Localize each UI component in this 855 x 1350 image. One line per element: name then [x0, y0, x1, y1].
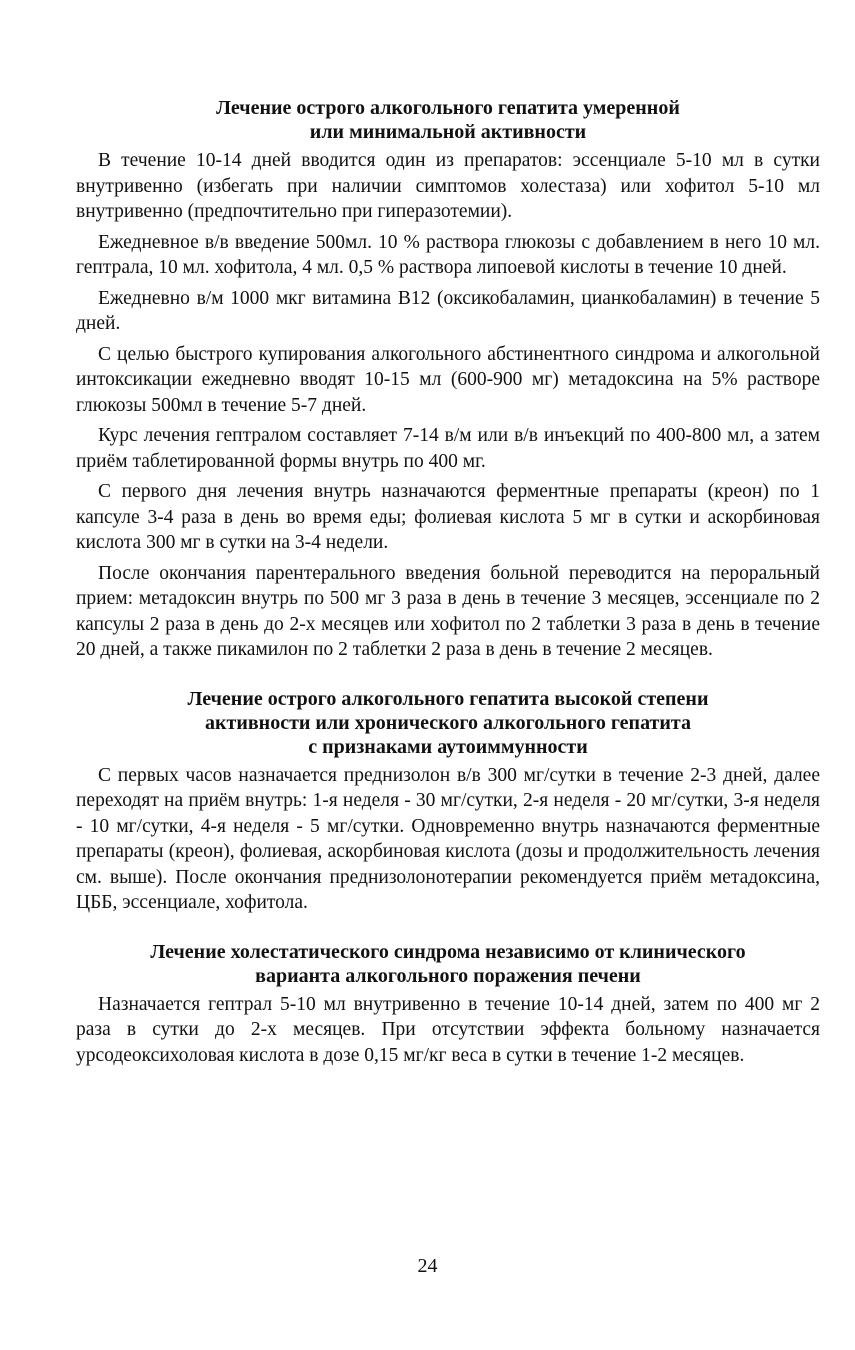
page-content [76, 96, 820, 1092]
heading-line: Лечение острого алкогольного гепатита умеренной [216, 97, 680, 119]
section-moderate-hepatitis [76, 96, 820, 663]
paragraph: С первых часов назначается преднизолон в/в 300 мг/сутки в течение 2-3 дней, далее переходят на приём внутрь: 1-я неделя - 30 мг/сутки, 2-я неделя - 20 мг/сутки, 3-я неделя - 10 мг/сутки, 4-я неделя - 5 мг/сутки. Одновременно внутрь назначаются ферментные препараты (креон), фолиевая, аскорбиновая кислота (дозы и продолжительность лечения см. выше). После окончания преднизолонотерапии рекомендуется приём метадоксина, ЦББ, эссенциале, хофитола. [76, 764, 820, 913]
paragraph: Ежедневное в/в введение 500мл. 10 % раствора глюкозы с добавлением в него 10 мл. гептрала, 10 мл. хофитола, 4 мл. 0,5 % раствора липоевой кислоты в течение 10 дней. [76, 231, 820, 278]
section-heading [76, 96, 820, 144]
heading-line: Лечение холестатического синдрома независимо от клинического [150, 940, 746, 963]
section-heading [76, 940, 820, 988]
paragraph: Назначается гептрал 5-10 мл внутривенно в течение 10-14 дней, затем по 400 мг 2 раза в сутки до 2-х месяцев. При отсутствии эффекта больному назначается урсодеоксихоловая кислота в дозе 0,15 мг/кг веса в сутки в течение 1-2 месяцев. [76, 993, 820, 1066]
section-cholestatic-syndrome [76, 940, 820, 1069]
heading-line: с признаками аутоиммунности [308, 735, 588, 758]
paragraph: С первого дня лечения внутрь назначаются ферментные препараты (креон) по 1 капсуле 3-4 раза в день во время еды; фолиевая кислота 5 мг в сутки и аскорбиновая кислота 300 мг в сутки на 3-4 недели. [76, 481, 820, 553]
paragraph: После окончания парентерального введения больной переводится на пероральный прием: метадоксин внутрь по 500 мг 3 раза в день в течение 3 месяцев, эссенциале по 2 капсулы 2 раза в день до 2-х месяцев или хофитол по 2 таблетки 3 раза в день в течение 20 дней, а также пикамилон по 2 таблетки 2 раза в день в течение 2 месяцев. [76, 562, 820, 660]
section-high-activity-hepatitis [76, 687, 820, 916]
heading-line: активности или хронического алкогольного гепатита [205, 711, 691, 734]
paragraph: В течение 10-14 дней вводится один из препаратов: эссенциале 5-10 мл в сутки внутривенно (избегать при наличии симптомов холестаза) или хофитол 5-10 мл внутривенно (предпочтительно при гиперазотемии). [76, 150, 820, 222]
page-number: 24 [417, 1255, 438, 1277]
heading-line: или минимальной активности [309, 121, 587, 143]
section-heading [76, 687, 820, 759]
heading-line: Лечение острого алкогольного гепатита высокой степени [187, 687, 709, 710]
paragraph: Ежедневно в/м 1000 мкг витамина В12 (оксикобаламин, цианкобаламин) в течение 5 дней. [76, 287, 820, 334]
paragraph: С целью быстрого купирования алкогольного абстинентного синдрома и алкогольной интоксикации ежедневно вводят 10-15 мл (600-900 мг) метадоксина на 5% растворе глюкозы 500мл в течение 5-7 дней. [76, 343, 820, 416]
paragraph: Курс лечения гептралом составляет 7-14 в/м или в/в инъекций по 400-800 мл, а затем приём таблетированной формы внутрь по 400 мг. [76, 425, 820, 472]
heading-line: варианта алкогольного поражения печени [255, 964, 641, 987]
